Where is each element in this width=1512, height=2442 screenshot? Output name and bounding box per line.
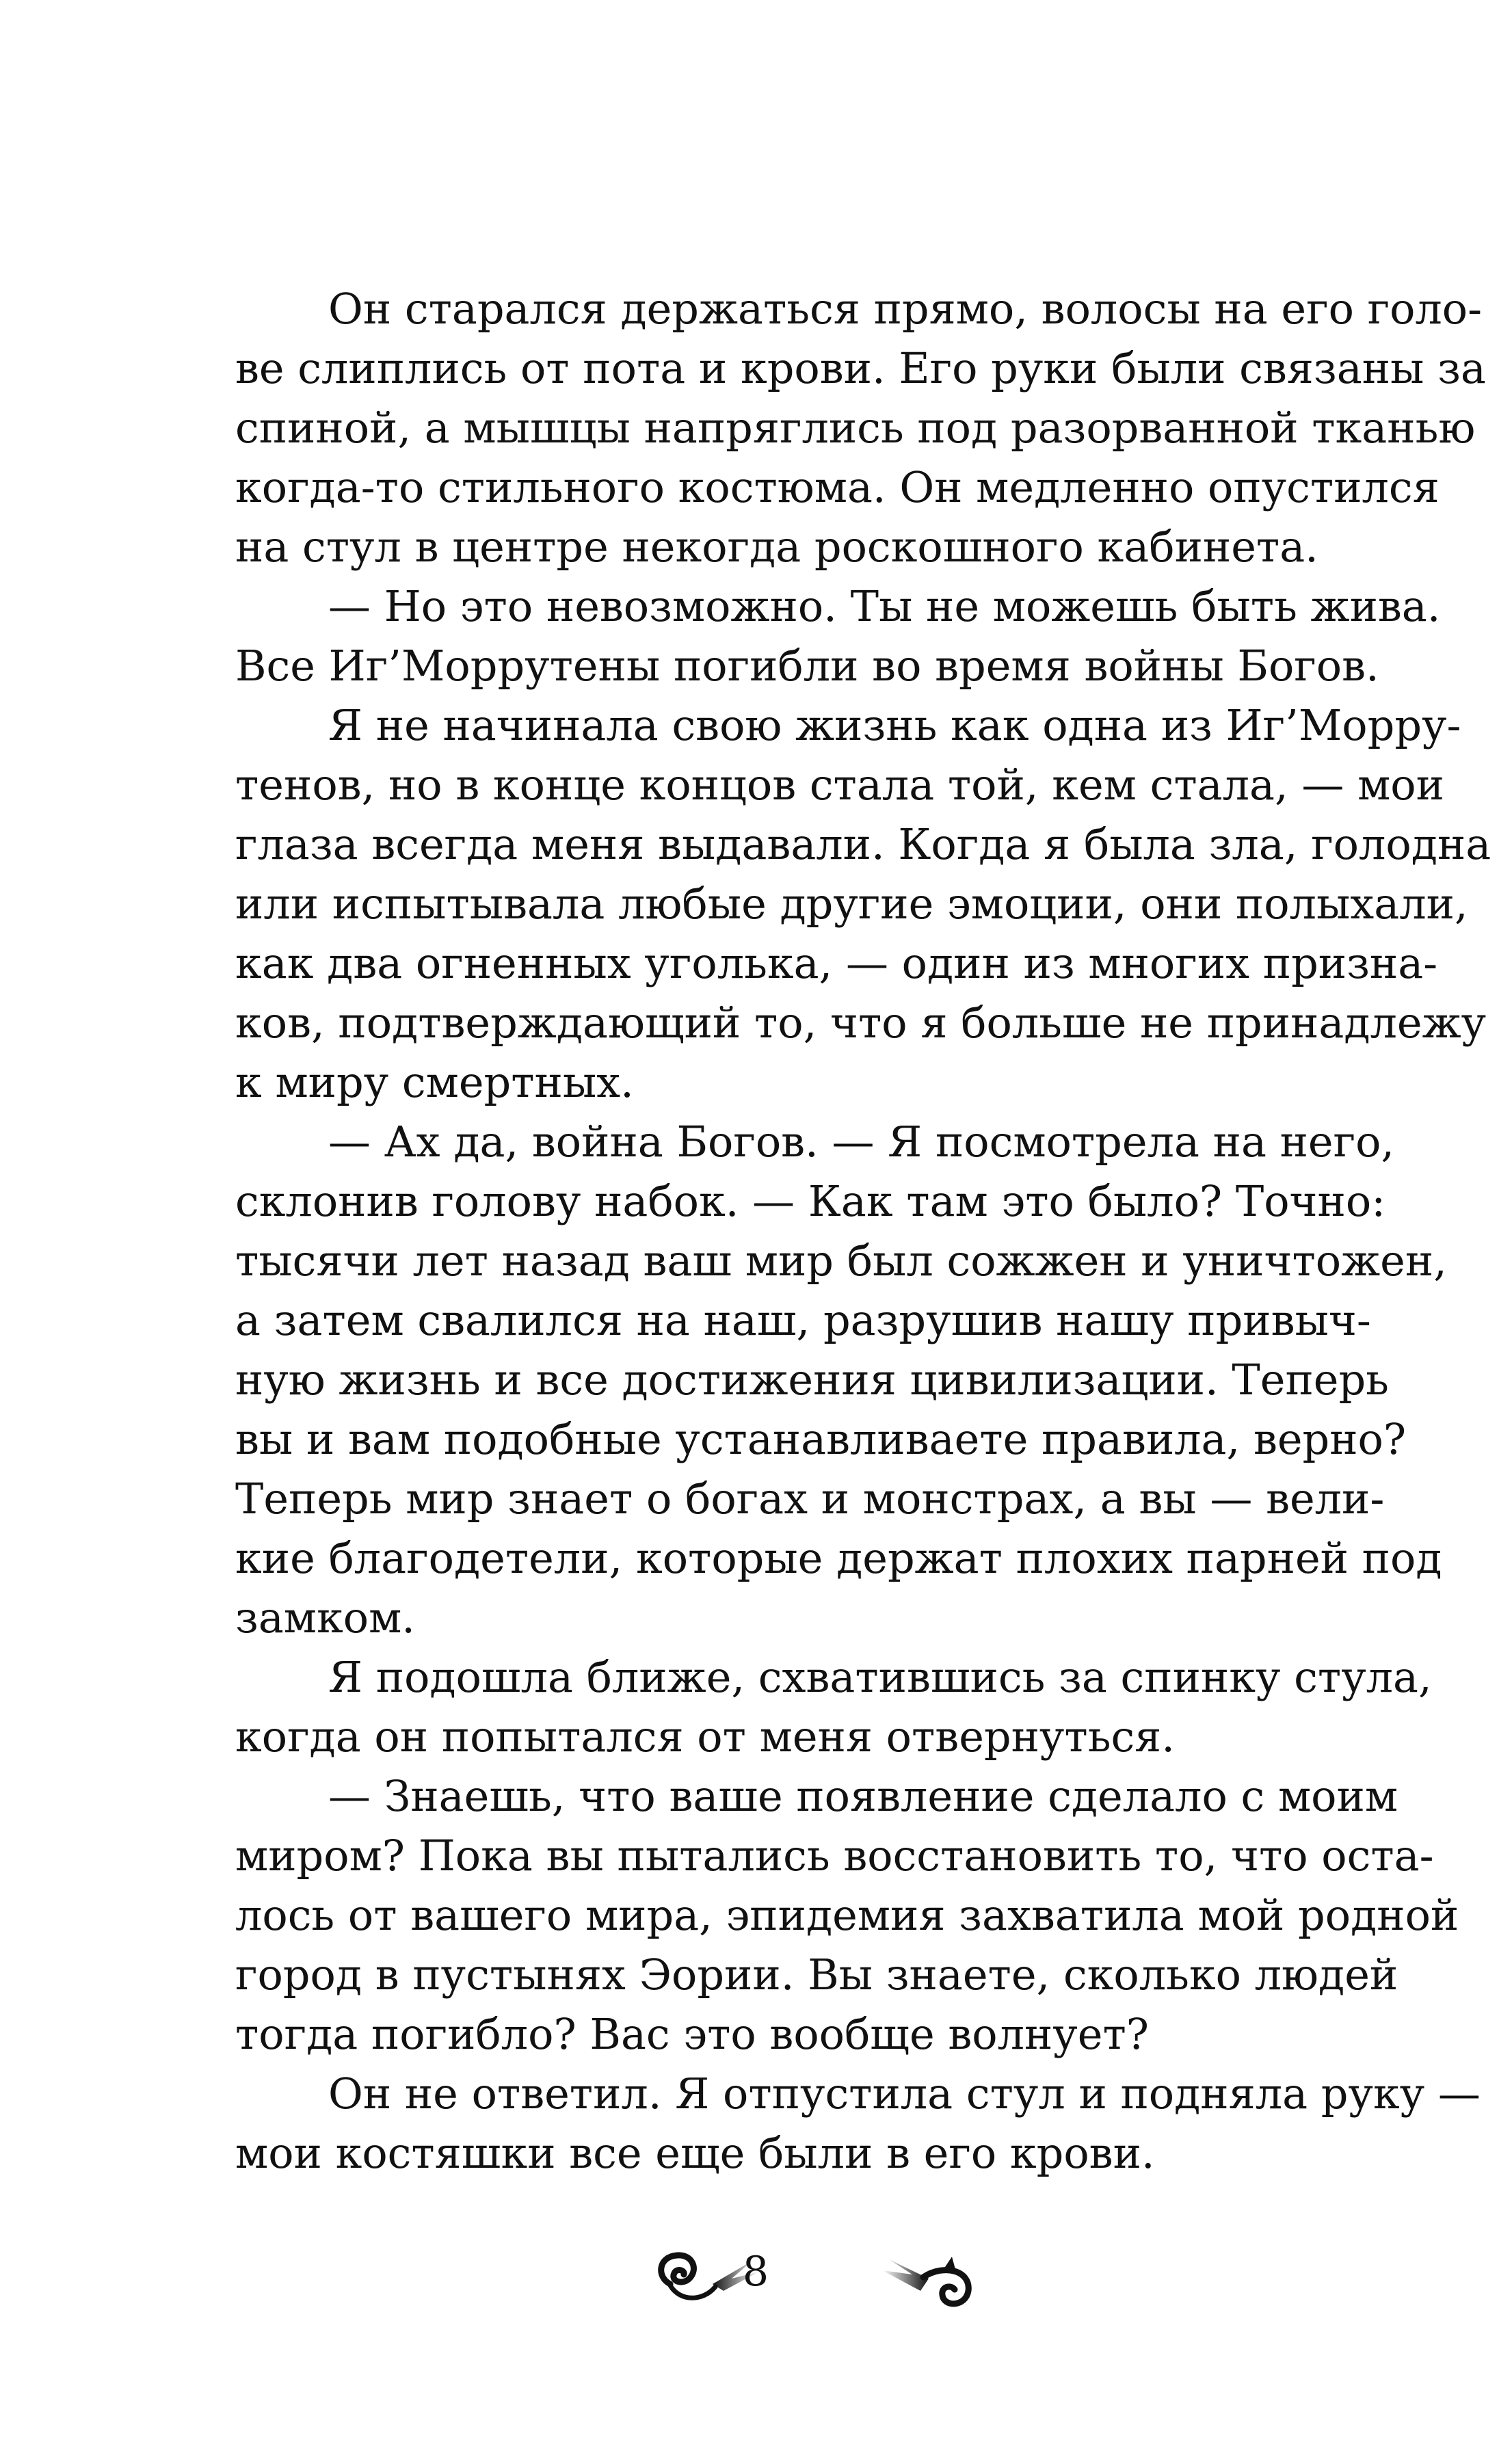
- paragraph: [235, 576, 1441, 695]
- text-line: город в пустынях Эории. Вы знаете, сколько людей: [235, 1950, 1398, 2000]
- page-number: 8: [742, 2248, 769, 2296]
- text-line: — Ах да, война Богов. — Я посмотрела на него,: [328, 1117, 1395, 1167]
- text-line: вы и вам подобные устанавливаете правила, верно?: [235, 1414, 1407, 1464]
- text-line: кие благодетели, которые держат плохих парней под: [235, 1533, 1442, 1583]
- paragraph: [235, 2064, 1481, 2183]
- text-line: тысячи лет назад ваш мир был сожжен и уничтожен,: [235, 1236, 1447, 1286]
- text-line: Я подошла ближе, схватившись за спинку стула,: [328, 1652, 1432, 1702]
- text-line: к миру смертных.: [235, 1057, 634, 1107]
- page-footer: [0, 2236, 1512, 2318]
- text-line: ную жизнь и все достижения цивилизации. Теперь: [235, 1355, 1389, 1405]
- text-line: глаза всегда меня выдавали. Когда я была зла, голодна: [235, 819, 1491, 869]
- text-line: миром? Пока вы пытались восстановить то, что оста-: [235, 1831, 1434, 1881]
- text-line: когда-то стильного костюма. Он медленно опустился: [235, 462, 1440, 512]
- swirl-ornament-icon: [650, 2236, 800, 2318]
- text-line: или испытывала любые другие эмоции, они полыхали,: [235, 879, 1468, 929]
- text-line: спиной, а мышцы напряглись под разорванной тканью: [235, 403, 1476, 453]
- text-line: а затем свалился на наш, разрушив нашу привыч-: [235, 1295, 1371, 1345]
- swirl-ornament-icon: [841, 2236, 992, 2318]
- text-line: ков, подтверждающий то, что я больше не принадлежу: [235, 998, 1487, 1048]
- text-line: Я не начинала свою жизнь как одна из Иг’Морру-: [328, 700, 1461, 750]
- text-line: замком.: [235, 1593, 416, 1643]
- text-line: Теперь мир знает о богах и монстрах, а вы — вели-: [235, 1474, 1385, 1524]
- text-line: мои костяшки все еще были в его крови.: [235, 2128, 1155, 2178]
- text-line: лось от вашего мира, эпидемия захватила мой родной: [235, 1890, 1459, 1940]
- paragraph: [235, 1766, 1459, 2064]
- text-line: тогда погибло? Вас это вообще волнует?: [235, 2009, 1149, 2059]
- paragraph: [235, 1112, 1447, 1647]
- text-line: Он не ответил. Я отпустила стул и подняла руку —: [328, 2069, 1481, 2119]
- text-line: ве слиплись от пота и крови. Его руки были связаны за: [235, 343, 1486, 393]
- text-line: на стул в центре некогда роскошного кабинета.: [235, 522, 1318, 572]
- text-line: — Но это невозможно. Ты не можешь быть жива.: [328, 581, 1441, 631]
- text-line: Он старался держаться прямо, волосы на его голо-: [328, 284, 1483, 334]
- text-line: тенов, но в конце концов стала той, кем стала, — мои: [235, 760, 1444, 810]
- paragraph: [235, 695, 1491, 1112]
- text-line: когда он попытался от меня отвернуться.: [235, 1712, 1175, 1762]
- text-line: склонив голову набок. — Как там это было? Точно:: [235, 1176, 1386, 1226]
- text-line: Все Иг’Моррутены погибли во время войны Богов.: [235, 641, 1379, 691]
- paragraph: [235, 1647, 1432, 1766]
- text-line: как два огненных уголька, — один из многих призна-: [235, 938, 1438, 988]
- text-line: — Знаешь, что ваше появление сделало с моим: [328, 1771, 1398, 1821]
- paragraph: [235, 279, 1486, 576]
- page-body: [235, 279, 1491, 2183]
